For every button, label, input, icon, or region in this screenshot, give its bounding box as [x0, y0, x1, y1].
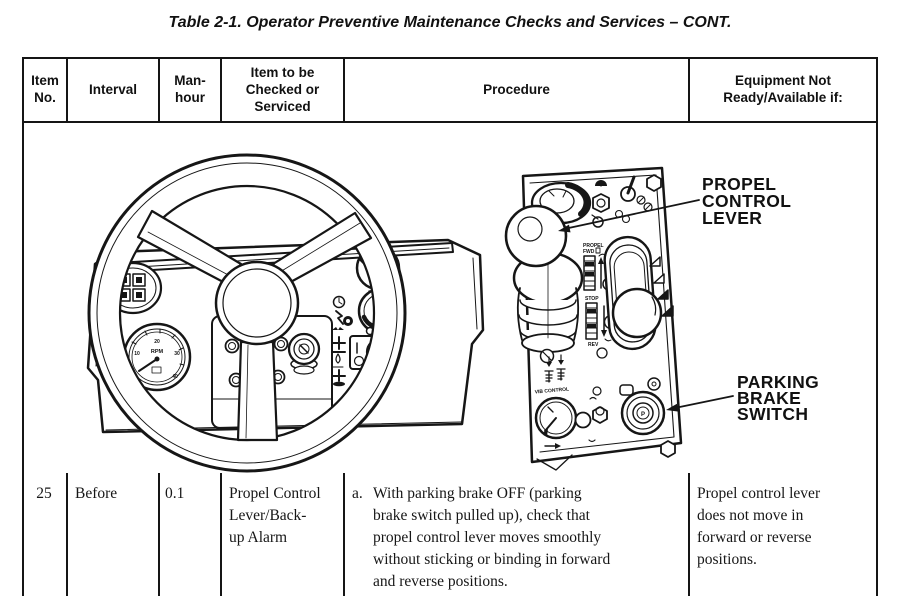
procedure-line: without sticking or binding in forward: [373, 551, 611, 568]
equipment-line: Propel control lever: [697, 485, 821, 502]
table-title: Table 2-1. Operator Preventive Maintenance Checks and Services – CONT.: [168, 14, 732, 31]
header-line: Item to be: [250, 65, 315, 80]
header-item-checked: [222, 64, 343, 115]
header-line: Equipment Not: [735, 73, 831, 88]
header-line: Serviced: [254, 99, 311, 114]
control-panel-illustration: [506, 168, 681, 470]
item-line: Propel Control: [229, 485, 321, 502]
cell-procedure: [373, 483, 685, 593]
header-line: Ready/Available if:: [723, 90, 843, 105]
fwd-label: FWD: [583, 249, 595, 255]
procedure-line: propel control lever moves smoothly: [373, 529, 602, 546]
propel-callout-line: LEVER: [702, 208, 763, 228]
cell-item-checked: [229, 483, 342, 549]
parking-callout-line: SWITCH: [737, 404, 809, 424]
procedure-line: With parking brake OFF (parking: [373, 485, 582, 502]
parking-callout: [666, 372, 819, 424]
row-divider: [220, 473, 222, 596]
parking-p-label: P: [640, 412, 646, 418]
header-interval: [68, 81, 158, 98]
cell-item-no: 25: [36, 485, 52, 502]
header-line: No.: [34, 90, 56, 105]
propel-callout-line: PROPEL: [702, 174, 777, 194]
cell-man-hour: 0.1: [165, 485, 185, 502]
parking-callout-line: PARKING: [737, 372, 820, 392]
header-line: Checked or: [245, 82, 320, 97]
procedure-line: and reverse positions.: [373, 573, 508, 590]
stop-label: STOP: [585, 296, 599, 302]
mode-knob: [613, 289, 661, 337]
row-divider: [158, 473, 160, 596]
item-line: up Alarm: [229, 529, 288, 546]
rpm-tick-40: 40: [172, 374, 178, 380]
header-line: Interval: [88, 82, 138, 97]
header-line: Procedure: [483, 82, 550, 97]
rpm-tick-10: 10: [134, 351, 140, 357]
steering-wheel-illustration: [88, 155, 483, 471]
rpm-tick-30: 30: [174, 351, 180, 357]
equipment-line: forward or reverse: [697, 529, 812, 546]
vib-control-label: VIB CONTROL: [534, 386, 570, 396]
cell-interval: Before: [75, 485, 118, 502]
item-line: Lever/Back-: [229, 507, 307, 524]
row-divider: [343, 473, 345, 596]
propel-scale-label: PROPEL: [583, 243, 604, 249]
parking-callout-line: BRAKE: [737, 388, 802, 408]
header-equipment: [690, 72, 876, 106]
rev-label: REV: [588, 342, 599, 348]
row-divider: [688, 473, 690, 596]
header-line: Man-: [174, 73, 206, 88]
cell-equipment: [697, 483, 873, 571]
header-procedure: [345, 81, 688, 98]
equipment-line: positions.: [697, 551, 757, 568]
border-top: [22, 57, 878, 59]
procedure-line: brake switch pulled up), check that: [373, 507, 590, 524]
header-man-hour: [160, 72, 220, 106]
propel-callout-line: CONTROL: [702, 191, 792, 211]
header-item-no: [24, 72, 66, 106]
rpm-tick-20: 20: [154, 339, 160, 345]
row-divider: [66, 473, 68, 596]
cell-procedure-enum: a.: [352, 485, 363, 502]
header-line: hour: [175, 90, 205, 105]
border-right: [876, 57, 878, 596]
illustration-svg: [24, 123, 876, 473]
header-line: Item: [31, 73, 59, 88]
rpm-label: RPM: [150, 349, 164, 355]
wheel-hub: [216, 262, 298, 344]
equipment-line: does not move in: [697, 507, 804, 524]
